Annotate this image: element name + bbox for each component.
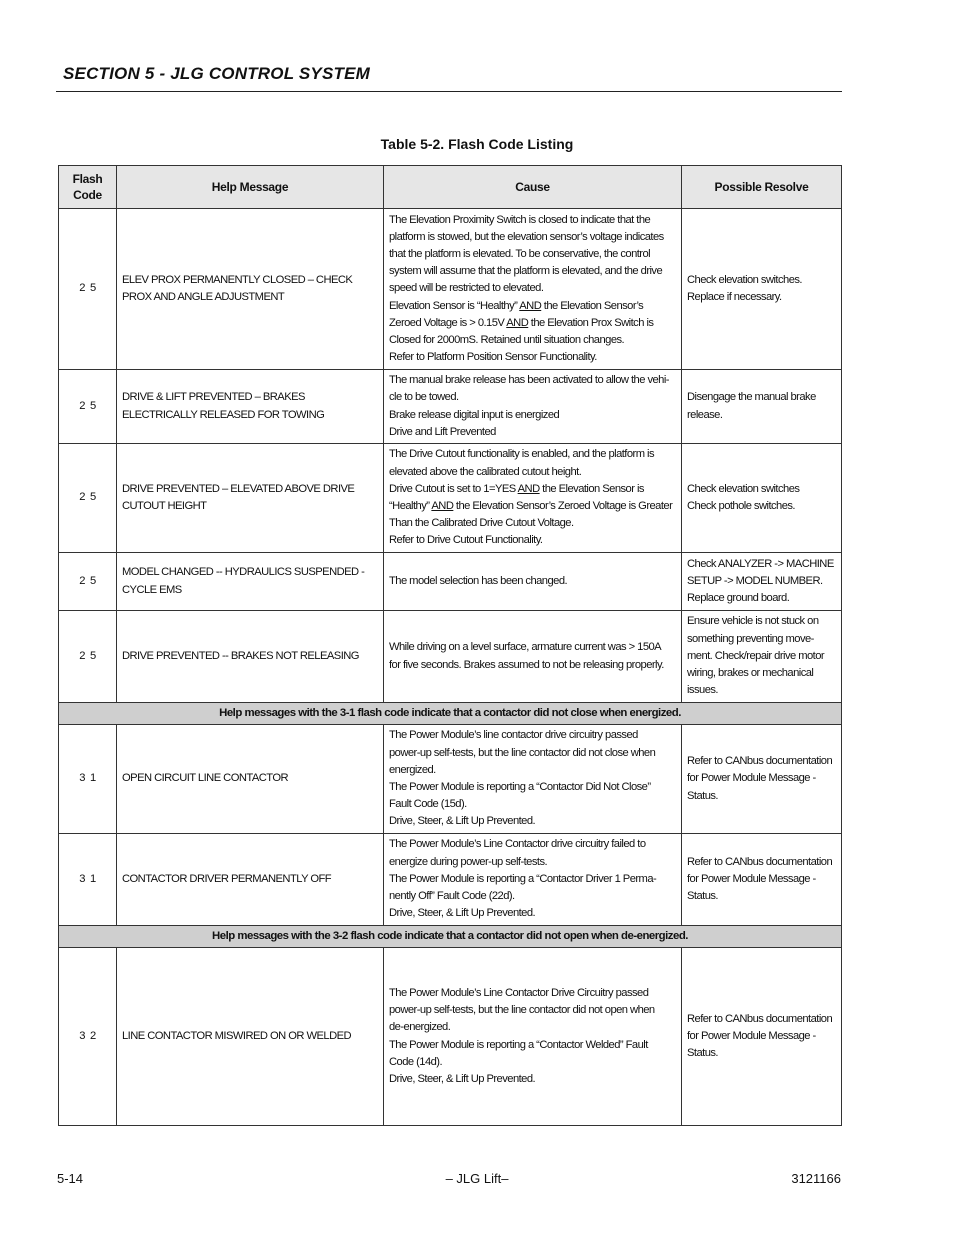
resolve-line: for Power Module Message -: [687, 772, 816, 785]
cause-cell: [384, 444, 682, 553]
cause-cell: [384, 209, 682, 370]
cause-line: Code (14d).: [389, 1055, 443, 1068]
cause-line: The Elevation Proximity Switch is closed to indicate that the: [389, 213, 651, 226]
cause-line: Zeroed Voltage is > 0.15V AND the Elevation Prox Switch is: [389, 316, 654, 329]
resolve-line: something preventing move-: [687, 632, 814, 645]
resolve-line: Status.: [687, 890, 718, 903]
cause-cell: [384, 553, 682, 611]
flash-code-cell: 2 5: [59, 553, 117, 611]
cause-line: that the platform is elevated. To be conservative, the control: [389, 247, 651, 260]
cause-cell: [384, 725, 682, 834]
possible-resolve-cell: [682, 611, 842, 703]
cause-line: Drive, Steer, & Lift Up Prevented.: [389, 907, 536, 920]
cause-line: Refer to Platform Position Sensor Functionality.: [389, 351, 597, 364]
header-rule: [56, 91, 842, 92]
resolve-line: Ensure vehicle is not stuck on: [687, 615, 819, 628]
footer-brand: – JLG Lift–: [445, 1171, 509, 1186]
resolve-line: Disengage the manual brake: [687, 391, 816, 404]
flash-code-table: [58, 165, 842, 1126]
cause-line: system will assume that the platform is elevated, and the drive: [389, 265, 663, 278]
table-row: [59, 948, 842, 1126]
possible-resolve-cell: [682, 444, 842, 553]
cause-line: The Drive Cutout functionality is enabled, and the platform is: [389, 448, 655, 461]
cause-line: While driving on a level surface, armature current was > 150A: [389, 641, 662, 654]
resolve-line: Check elevation switches.: [687, 273, 802, 286]
resolve-line: Replace ground board.: [687, 592, 790, 605]
page-number: 5-14: [57, 1171, 84, 1186]
help-message-cell: DRIVE & LIFT PREVENTED – BRAKES ELECTRICALLY RELEASED FOR TOWING: [117, 370, 384, 444]
resolve-line: for Power Module Message -: [687, 1029, 816, 1042]
flash-code-cell: 2 5: [59, 370, 117, 444]
cause-line: for five seconds. Brakes assumed to not be releasing properly.: [389, 658, 664, 671]
cause-line: Drive and Lift Prevented: [389, 425, 496, 438]
flash-code-cell: 3 2: [59, 948, 117, 1126]
cause-line: Fault Code (15d).: [389, 798, 467, 811]
table-row: [59, 209, 842, 370]
possible-resolve-cell: [682, 553, 842, 611]
section-title: SECTION 5 - JLG CONTROL SYSTEM: [63, 64, 370, 83]
cause-line: The model selection has been changed.: [389, 574, 568, 587]
cause-line: Drive, Steer, & Lift Up Prevented.: [389, 815, 536, 828]
resolve-line: Status.: [687, 1047, 718, 1060]
col-header-cause: Cause: [384, 166, 682, 209]
resolve-line: ment. Check/repair drive motor: [687, 649, 825, 662]
cause-cell: [384, 834, 682, 926]
cause-line: energized.: [389, 763, 436, 776]
table-row: [59, 725, 842, 834]
flash-code-cell: 3 1: [59, 725, 117, 834]
table-row: [59, 444, 842, 553]
resolve-line: Refer to CANbus documentation: [687, 855, 833, 868]
cause-line: Elevation Sensor is “Healthy” AND the Elevation Sensor’s: [389, 299, 644, 312]
table-row: [59, 370, 842, 444]
cause-line: Closed for 2000mS. Retained until situation changes.: [389, 334, 625, 346]
cause-cell: [384, 948, 682, 1126]
cause-line: nently Off” Fault Code (22d).: [389, 890, 515, 903]
cause-cell: [384, 370, 682, 444]
flash-code-cell: 2 5: [59, 209, 117, 370]
table-row: [59, 834, 842, 926]
possible-resolve-cell: [682, 725, 842, 834]
cause-line: Refer to Drive Cutout Functionality.: [389, 534, 543, 547]
cause-cell: [384, 611, 682, 703]
cause-line: The Power Module’s line contactor drive circuitry passed: [389, 729, 638, 742]
resolve-line: Check elevation switches: [687, 482, 800, 495]
cause-line: power-up self-tests, but the line contactor did not open when: [389, 1004, 655, 1017]
col-header-flash-code: Flash Code: [59, 166, 117, 209]
flash-code-cell: 2 5: [59, 444, 117, 553]
cause-line: Drive, Steer, & Lift Up Prevented.: [389, 1072, 536, 1085]
cause-line: energize during power-up self-tests.: [389, 855, 548, 868]
cause-line: The Power Module is reporting a “Contactor Welded” Fault: [389, 1038, 648, 1051]
help-message-cell: DRIVE PREVENTED -- BRAKES NOT RELEASING: [117, 611, 384, 703]
possible-resolve-cell: [682, 834, 842, 926]
table-header-row: [59, 166, 842, 209]
resolve-line: Replace if necessary.: [687, 291, 782, 303]
help-message-cell: OPEN CIRCUIT LINE CONTACTOR: [117, 725, 384, 834]
flash-code-cell: 3 1: [59, 834, 117, 926]
cause-line: elevated above the calibrated cutout height.: [389, 465, 582, 478]
possible-resolve-cell: [682, 948, 842, 1126]
cause-line: The Power Module’s Line Contactor Drive Circuitry passed: [389, 986, 649, 999]
resolve-line: Check ANALYZER -> MACHINE: [687, 557, 834, 570]
resolve-line: release.: [687, 408, 723, 421]
resolve-line: issues.: [687, 684, 718, 697]
section-banner-3-2-row: [59, 926, 842, 948]
col-header-possible-resolve: Possible Resolve: [682, 166, 842, 209]
help-message-cell: MODEL CHANGED -- HYDRAULICS SUSPENDED - CYCLE EMS: [117, 553, 384, 611]
doc-number: 3121166: [791, 1171, 841, 1186]
resolve-line: Status.: [687, 789, 718, 802]
help-message-cell: DRIVE PREVENTED – ELEVATED ABOVE DRIVE CUTOUT HEIGHT: [117, 444, 384, 553]
resolve-line: SETUP -> MODEL NUMBER.: [687, 574, 823, 587]
cause-line: “Healthy” AND the Elevation Sensor’s Zeroed Voltage is Greater: [389, 500, 673, 512]
resolve-line: for Power Module Message -: [687, 872, 816, 885]
cause-line: Than the Calibrated Drive Cutout Voltage.: [389, 517, 574, 530]
table-row: [59, 553, 842, 611]
help-message-cell: ELEV PROX PERMANENTLY CLOSED – CHECK PROX AND ANGLE ADJUSTMENT: [117, 209, 384, 370]
cause-line: Drive Cutout is set to 1=YES AND the Elevation Sensor is: [389, 482, 644, 495]
cause-line: The manual brake release has been activated to allow the vehi-: [389, 374, 669, 387]
cause-line: The Power Module is reporting a “Contactor Driver 1 Perma-: [389, 872, 657, 885]
section-banner-3-1-row: [59, 703, 842, 725]
cause-line: platform is stowed, but the elevation sensor’s voltage indicates: [389, 230, 664, 243]
cause-line: power-up self-tests, but the line contactor did not close when: [389, 746, 656, 759]
col-header-help-message: Help Message: [117, 166, 384, 209]
cause-line: cle to be towed.: [389, 391, 459, 404]
possible-resolve-cell: [682, 370, 842, 444]
help-message-cell: LINE CONTACTOR MISWIRED ON OR WELDED: [117, 948, 384, 1126]
cause-line: Brake release digital input is energized: [389, 408, 560, 421]
resolve-line: wiring, brakes or mechanical: [687, 667, 814, 680]
resolve-line: Refer to CANbus documentation: [687, 1012, 833, 1025]
cause-line: The Power Module is reporting a “Contactor Did Not Close”: [389, 781, 651, 793]
table-row: [59, 611, 842, 703]
flash-code-cell: 2 5: [59, 611, 117, 703]
section-banner-3-2: Help messages with the 3-2 flash code indicate that a contactor did not open when de-energized.: [59, 926, 842, 948]
resolve-line: Check pothole switches.: [687, 500, 795, 512]
cause-line: de-energized.: [389, 1021, 451, 1034]
resolve-line: Refer to CANbus documentation: [687, 755, 833, 768]
cause-line: The Power Module’s Line Contactor drive circuitry failed to: [389, 838, 646, 851]
section-banner-3-1: Help messages with the 3-1 flash code indicate that a contactor did not close when energized.: [59, 703, 842, 725]
cause-line: speed will be restricted to elevated.: [389, 282, 544, 295]
possible-resolve-cell: [682, 209, 842, 370]
table-title: Table 5-2. Flash Code Listing: [380, 136, 574, 152]
help-message-cell: CONTACTOR DRIVER PERMANENTLY OFF: [117, 834, 384, 926]
